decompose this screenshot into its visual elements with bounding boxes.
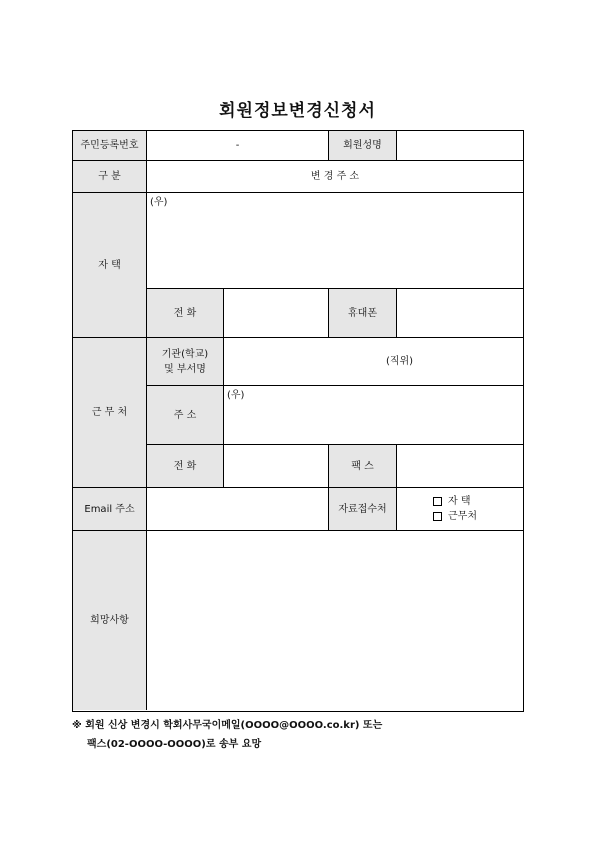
footnote-line1: ※ 회원 신상 변경시 학회사무국이메일(OOOO@OOOO.co.kr) 또는 [72, 720, 383, 731]
organization-field[interactable] [224, 338, 523, 386]
fax-field[interactable] [397, 445, 523, 488]
position-label: (직위) [385, 356, 414, 367]
work-phone-field[interactable] [224, 445, 329, 488]
member-name-field[interactable] [397, 131, 523, 161]
mail-receive-label: 자료접수처 [329, 488, 397, 531]
page-title: 회원정보변경신청서 [219, 101, 376, 121]
option-work[interactable] [433, 509, 477, 524]
email-field[interactable] [147, 488, 329, 531]
email-label: Email 주소 [73, 488, 147, 531]
member-name-label: 회원성명 [329, 131, 397, 161]
application-form [72, 130, 524, 712]
fax-label: 팩 스 [329, 445, 397, 488]
home-zip-label: (우) [150, 197, 168, 208]
footnote-line2: 팩스(02-OOOO-OOOO)로 송부 요망 [87, 739, 262, 750]
work-address-label: 주 소 [147, 386, 224, 445]
work-zip-label: (우) [227, 390, 245, 401]
category-label: 구 분 [73, 161, 147, 193]
request-label: 희망사항 [73, 531, 147, 710]
work-phone-label: 전 화 [147, 445, 224, 488]
checkbox-home[interactable] [433, 497, 442, 506]
option-work-label: 근무처 [448, 511, 477, 522]
change-address-header: 변 경 주 소 [147, 161, 523, 193]
footnote [72, 716, 532, 754]
work-address-field[interactable] [224, 386, 523, 445]
home-phone-field[interactable] [224, 289, 329, 338]
mobile-field[interactable] [397, 289, 523, 338]
work-section-label: 근 무 처 [73, 338, 147, 488]
home-address-field[interactable] [147, 193, 523, 289]
home-phone-label: 전 화 [147, 289, 224, 338]
resident-number-label: 주민등록번호 [73, 131, 147, 161]
request-field[interactable] [147, 531, 523, 710]
resident-number-field[interactable]: - [147, 131, 329, 161]
mail-receive-options [397, 488, 523, 531]
mobile-label: 휴대폰 [329, 289, 397, 338]
organization-label-line1: 기관(학교) [161, 348, 209, 360]
organization-label-line2: 및 부서명 [164, 363, 206, 375]
organization-label [147, 338, 224, 386]
checkbox-work[interactable] [433, 512, 442, 521]
option-home[interactable] [433, 494, 471, 509]
home-section-label: 자 택 [73, 193, 147, 338]
option-home-label: 자 택 [448, 496, 471, 507]
